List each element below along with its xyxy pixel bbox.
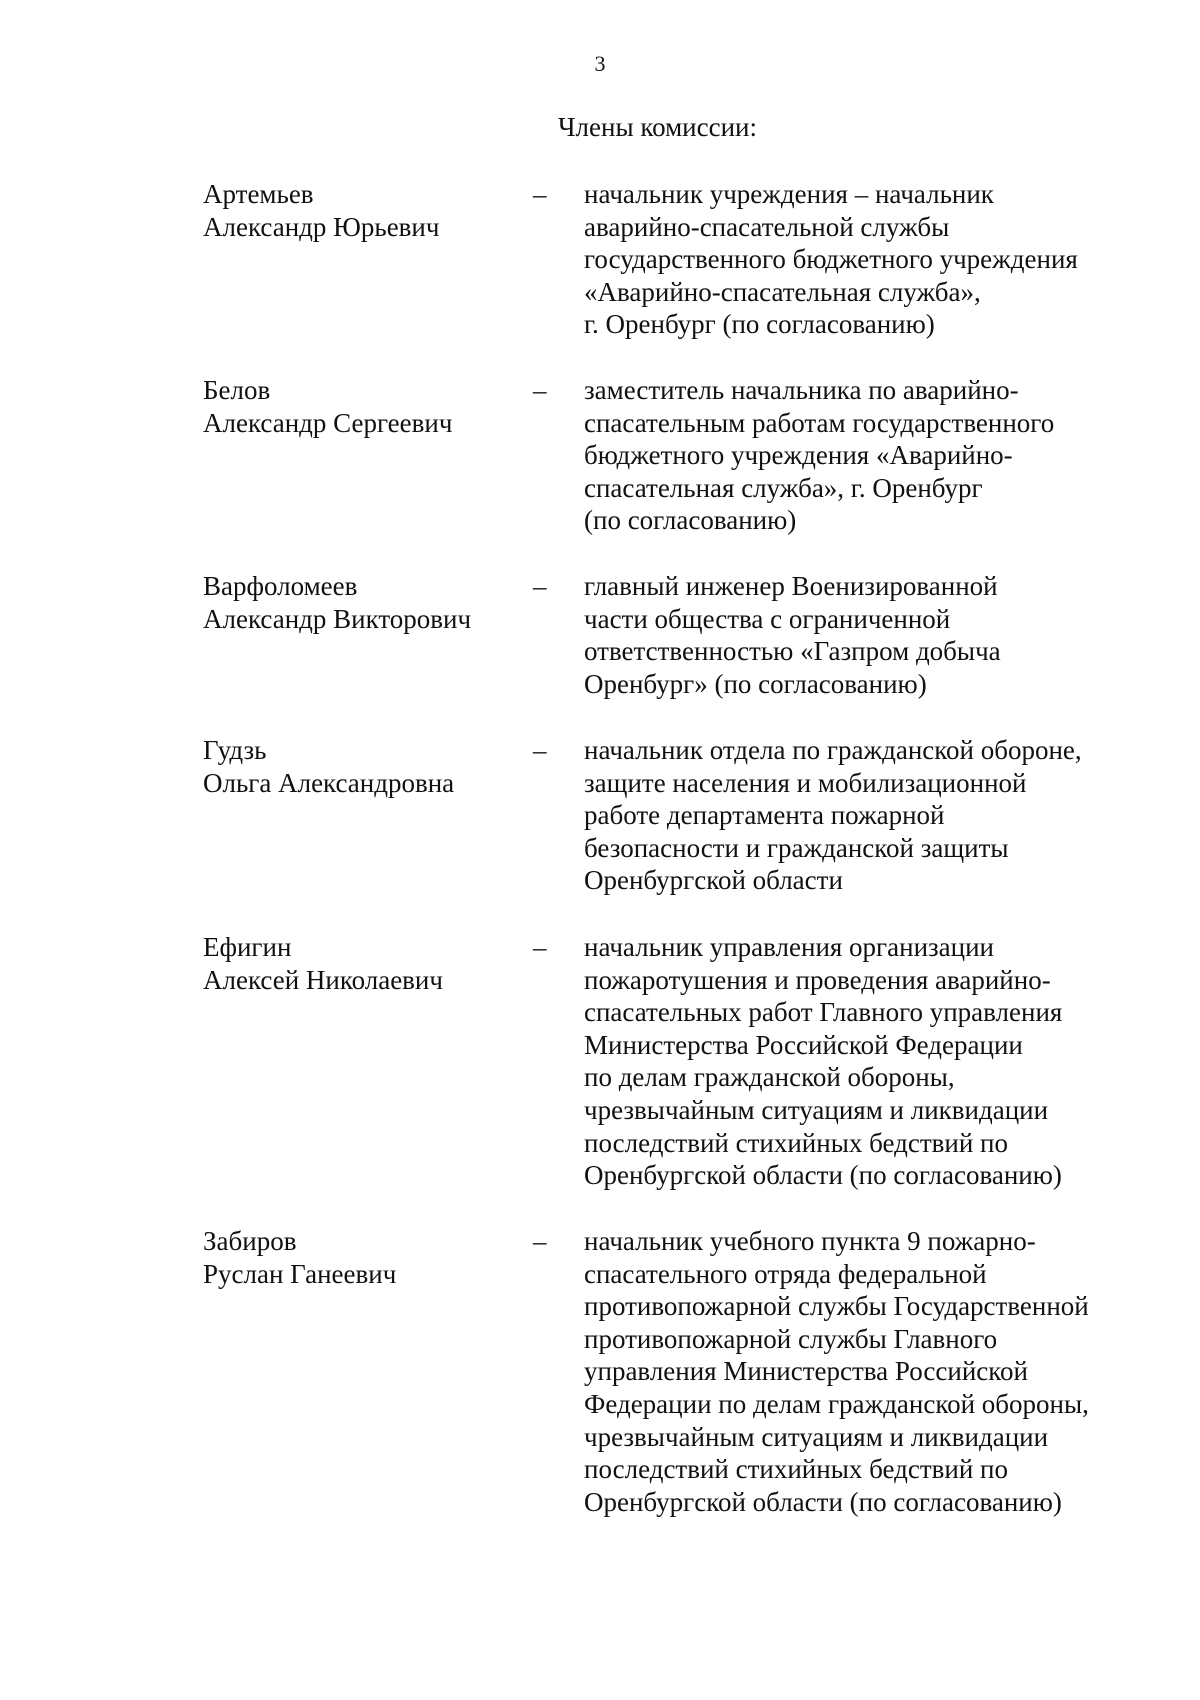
member-dash: – [533,179,547,209]
member-role-line: Оренбургской области [584,865,843,896]
member-name [203,1225,523,1290]
member-role-line: Федерации по делам гражданской обороны, [584,1388,1089,1419]
member-surname: Забиров [203,1226,297,1256]
member-role [584,1225,1144,1518]
member-surname: Белов [203,375,271,405]
member-role [584,734,1144,897]
member-name [203,374,523,439]
member-role-line: спасательным работам государственного [584,407,1055,438]
member-dash: – [533,735,547,765]
member-dash: – [533,1226,547,1256]
member-role-line: спасательного отряда федеральной [584,1258,987,1289]
member-role-line: чрезвычайным ситуациям и ликвидации [584,1094,1049,1125]
member-role-line: «Аварийно-спасательная служба», [584,276,981,307]
member-given-names: Ольга Александровна [203,767,455,798]
member-role-line: по делам гражданской обороны, [584,1062,955,1093]
member-role [584,374,1144,537]
member-role-line: работе департамента пожарной [584,800,945,831]
member-role-line: Оренбургской области (по согласованию) [584,1160,1062,1191]
member-name [203,734,523,799]
member-dash: – [533,375,547,405]
member-role-line: управления Министерства Российской [584,1356,1028,1387]
member-role-line: ответственностью «Газпром добыча [584,636,1001,667]
member-role-line: государственного бюджетного учреждения [584,244,1078,275]
member-name [203,570,523,635]
member-role-line: начальник управления организации [584,932,995,962]
member-name [203,931,523,996]
member-role-line: главный инженер Военизированной [584,571,998,601]
member-role-line: г. Оренбург (по согласованию) [584,309,935,340]
member-role-line: противопожарной службы Государственной [584,1291,1089,1322]
member-given-names: Руслан Ганеевич [203,1258,397,1289]
section-heading: Члены комиссии: [558,112,757,142]
member-given-names: Александр Юрьевич [203,211,440,242]
member-role [584,570,1144,700]
member-surname: Ефигин [203,932,292,962]
member-given-names: Алексей Николаевич [203,964,443,995]
member-dash: – [533,571,547,601]
member-role-line: пожаротушения и проведения аварийно- [584,964,1051,995]
member-surname: Варфоломеев [203,571,358,601]
member-role-line: начальник учебного пункта 9 пожарно- [584,1226,1036,1256]
member-dash: – [533,932,547,962]
member-role-line: Министерства Российской Федерации [584,1029,1023,1060]
member-role-line: последствий стихийных бедствий по [584,1127,1008,1158]
member-role-line: спасательных работ Главного управления [584,997,1063,1028]
member-given-names: Александр Викторович [203,603,472,634]
member-role-line: начальник отдела по гражданской обороне, [584,735,1082,765]
member-role-line: Оренбургской области (по согласованию) [584,1486,1062,1517]
member-role-line: защите населения и мобилизационной [584,767,1027,798]
member-name [203,178,523,243]
member-role-line: безопасности и гражданской защиты [584,832,1009,863]
member-role-line: спасательная служба», г. Оренбург [584,472,983,503]
member-role-line: последствий стихийных бедствий по [584,1454,1008,1485]
member-role-line: чрезвычайным ситуациям и ликвидации [584,1421,1049,1452]
member-role-line: аварийно-спасательной службы [584,211,950,242]
member-role-line: противопожарной службы Главного [584,1323,998,1354]
member-role [584,931,1144,1192]
member-surname: Артемьев [203,179,314,209]
member-role-line: заместитель начальника по аварийно- [584,375,1019,405]
member-surname: Гудзь [203,735,267,765]
member-role-line: (по согласованию) [584,505,797,536]
member-role-line: бюджетного учреждения «Аварийно- [584,440,1013,471]
member-role-line: начальник учреждения – начальник [584,179,994,209]
member-role [584,178,1144,341]
page-number: 3 [594,51,606,76]
member-given-names: Александр Сергеевич [203,407,453,438]
member-role-line: Оренбург» (по согласованию) [584,668,927,699]
member-role-line: части общества с ограниченной [584,603,951,634]
